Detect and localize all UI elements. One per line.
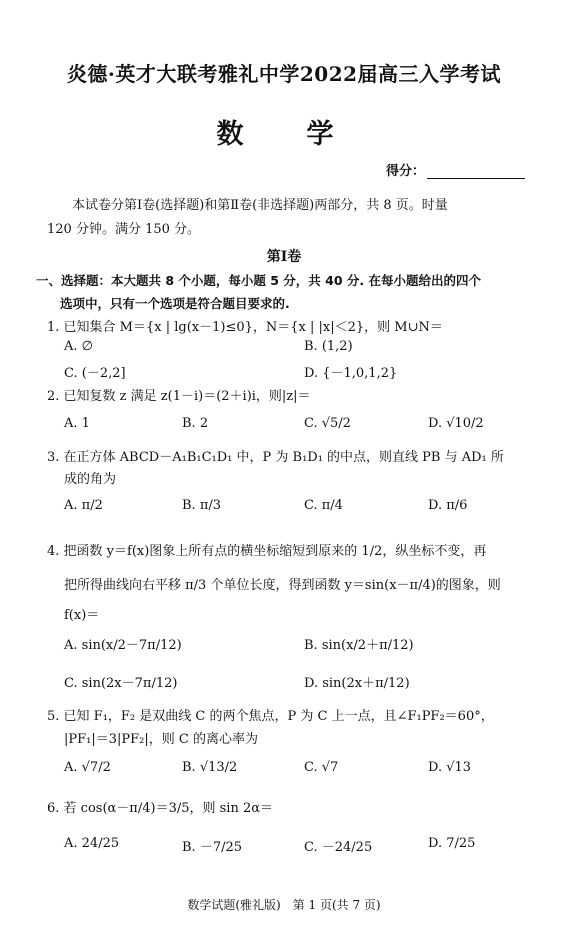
q1-option-b: B. (1,2) bbox=[304, 339, 353, 354]
question-5-stem-1: 5. 已知 F₁，F₂ 是双曲线 C 的两个焦点，P 为 C 上一点，且∠F₁PF₂＝60°， bbox=[47, 709, 494, 724]
question-4-stem-2: 把所得曲线向右平移 π/3 个单位长度，得到函数 y＝sin(x－π/4)的图象，则 bbox=[64, 578, 501, 593]
q2-option-c: C. √5/2 bbox=[304, 416, 351, 431]
question-2-stem: 2. 已知复数 z 满足 z(1－i)＝(2＋i)i，则|z|＝ bbox=[47, 389, 311, 404]
q6-option-c: C. －24/25 bbox=[304, 840, 373, 855]
subject-title: 数 学 bbox=[216, 119, 352, 150]
section-instruction-2: 选项中，只有一个选项是符合题目要求的. bbox=[60, 296, 290, 311]
q5-option-b: B. √13/2 bbox=[182, 760, 238, 775]
q2-option-d: D. √10/2 bbox=[428, 416, 484, 431]
intro-line-2: 120 分钟。满分 150 分。 bbox=[47, 222, 201, 237]
part-title: 第Ⅰ卷 bbox=[266, 249, 302, 265]
q4-option-a: A. sin(x/2－7π/12) bbox=[64, 638, 182, 653]
section-instruction-1: 一、选择题：本大题共 8 个小题，每小题 5 分，共 40 分. 在每小题给出的四个 bbox=[36, 273, 482, 288]
q2-option-a: A. 1 bbox=[64, 416, 90, 431]
question-3-stem-2: 成的角为 bbox=[64, 472, 117, 487]
q4-option-c: C. sin(2x－7π/12) bbox=[64, 676, 178, 691]
q1-option-a: A. ∅ bbox=[64, 339, 93, 354]
q3-option-b: B. π/3 bbox=[182, 498, 222, 513]
q4-option-b: B. sin(x/2＋π/12) bbox=[304, 638, 414, 653]
question-1-stem: 1. 已知集合 M＝{x | lg(x－1)≤0}，N＝{x | |x|＜2}，则 M∪N＝ bbox=[47, 320, 443, 335]
score-field bbox=[386, 160, 525, 179]
page-footer: 数学试题(雅礼版) 第 1 页(共 7 页) bbox=[187, 898, 381, 912]
q6-option-b: B. －7/25 bbox=[182, 840, 243, 855]
question-4-stem-3: f(x)＝ bbox=[64, 608, 100, 623]
q3-option-d: D. π/6 bbox=[428, 498, 468, 513]
q4-option-d: D. sin(2x＋π/12) bbox=[304, 676, 410, 691]
q1-option-c: C. (－2,2] bbox=[64, 366, 126, 381]
question-6-stem: 6. 若 cos(α－π/4)＝3/5，则 sin 2α＝ bbox=[47, 801, 274, 816]
score-blank bbox=[427, 166, 525, 179]
q6-option-a: A. 24/25 bbox=[64, 836, 120, 851]
score-label: 得分： bbox=[386, 164, 426, 179]
q5-option-d: D. √13 bbox=[428, 760, 472, 775]
q3-option-c: C. π/4 bbox=[304, 498, 343, 513]
exam-title: 炎德·英才大联考雅礼中学2022届高三入学考试 bbox=[66, 62, 502, 86]
question-3-stem-1: 3. 在正方体 ABCD－A₁B₁C₁D₁ 中，P 为 B₁D₁ 的中点，则直线 PB 与 AD₁ 所 bbox=[47, 450, 504, 465]
q1-option-d: D. {－1,0,1,2} bbox=[304, 366, 398, 381]
q2-option-b: B. 2 bbox=[182, 416, 209, 431]
q6-option-d: D. 7/25 bbox=[428, 836, 476, 851]
question-5-stem-2: |PF₁|＝3|PF₂|，则 C 的离心率为 bbox=[64, 732, 258, 747]
q3-option-a: A. π/2 bbox=[64, 498, 103, 513]
intro-line-1: 本试卷分第Ⅰ卷(选择题)和第Ⅱ卷(非选择题)两部分，共 8 页。时量 bbox=[72, 198, 448, 213]
question-4-stem-1: 4. 把函数 y＝f(x)图象上所有点的横坐标缩短到原来的 1/2，纵坐标不变，再 bbox=[47, 544, 487, 559]
q5-option-c: C. √7 bbox=[304, 760, 339, 775]
q5-option-a: A. √7/2 bbox=[64, 760, 111, 775]
